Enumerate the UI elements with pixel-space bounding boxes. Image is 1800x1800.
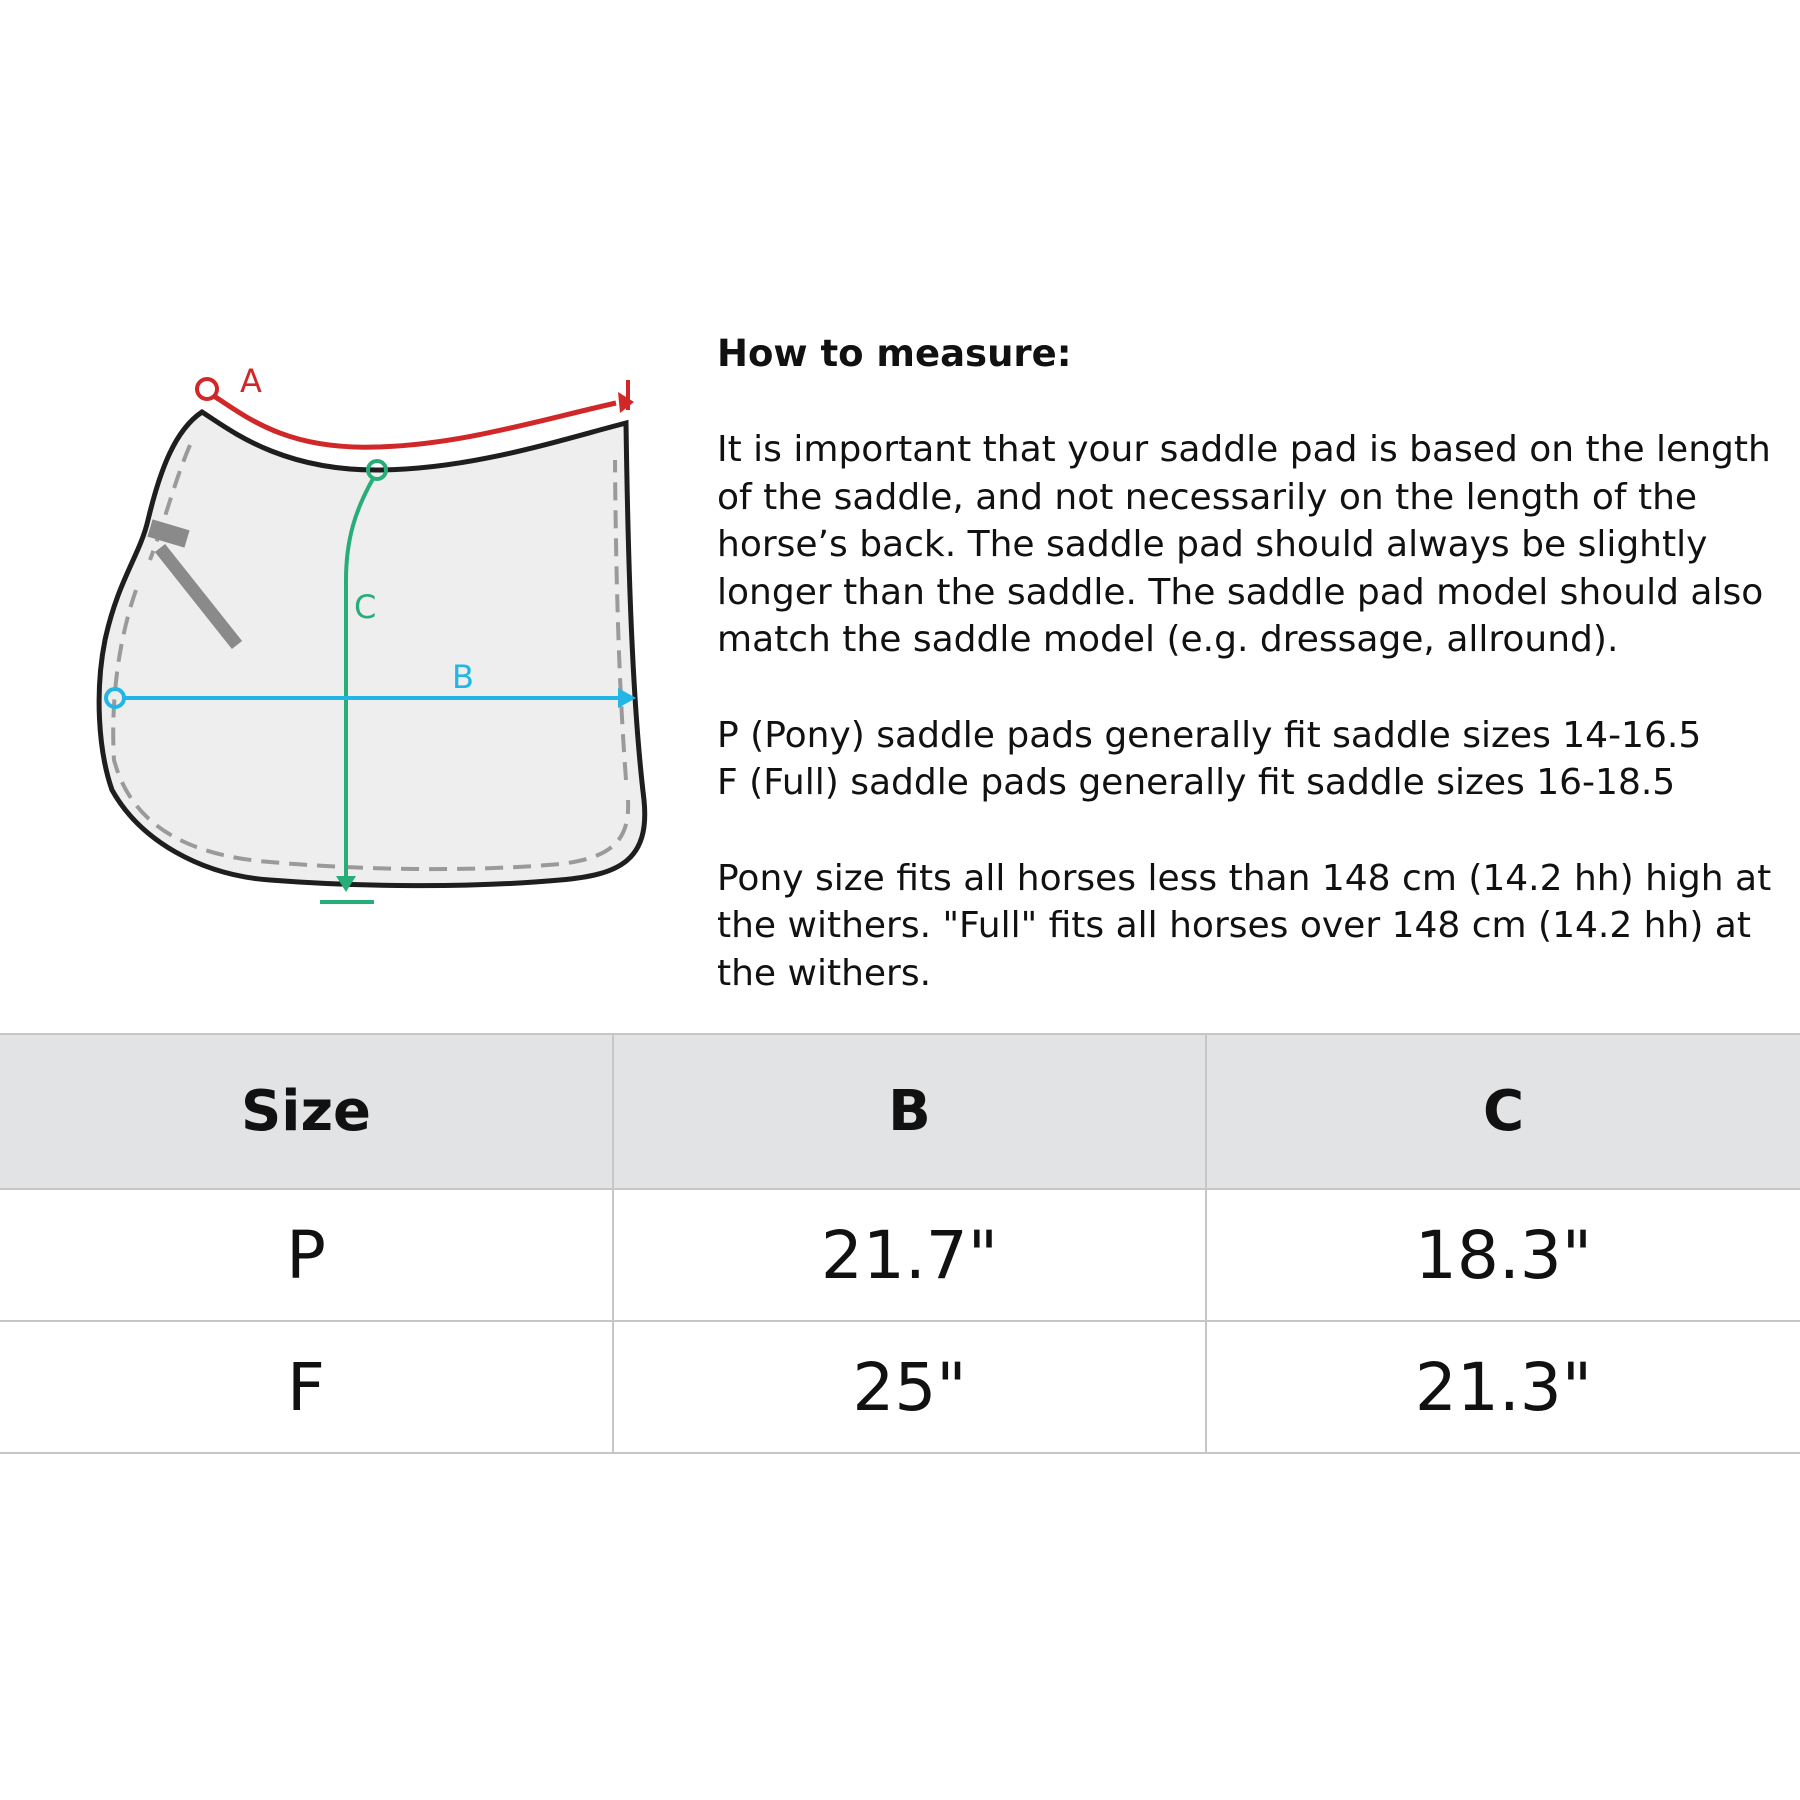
instructions-paragraph-height: Pony size fits all horses less than 148 cm (14.2 hh) high at the withers. "Full" fits all horses over 148 cm (14.2 hh) at the withers. [717,857,1772,994]
full-fit-text: F (Full) saddle pads generally fit saddle sizes 16-18.5 [717,762,1676,803]
instructions-paragraph-length: It is important that your saddle pad is based on the length of the saddle, and not necessarily on the length of the horse’s back. The saddle pad should always be slightly longer than the saddle. The saddle pad model should also match the saddle model (e.g. dressage, allround). [717,429,1771,660]
size-table [0,1033,1800,1454]
label-c: C [354,588,377,626]
header-b: B [613,1034,1206,1189]
table-row [0,1321,1800,1453]
measuring-instructions [717,330,1777,997]
label-b: B [452,658,474,696]
size-cell: F [0,1321,613,1453]
header-c: C [1206,1034,1800,1189]
c-cell: 21.3" [1206,1321,1800,1453]
instructions-heading: How to measure: [717,332,1072,375]
b-cell: 25" [613,1321,1206,1453]
c-cell: 18.3" [1206,1189,1800,1321]
pony-fit-text: P (Pony) saddle pads generally fit saddle sizes 14-16.5 [717,714,1702,756]
label-a: A [240,362,262,400]
b-cell: 21.7" [613,1189,1206,1321]
size-cell: P [0,1189,613,1321]
header-size: Size [0,1034,613,1189]
size-table-header-row [0,1034,1800,1189]
table-row [0,1189,1800,1321]
